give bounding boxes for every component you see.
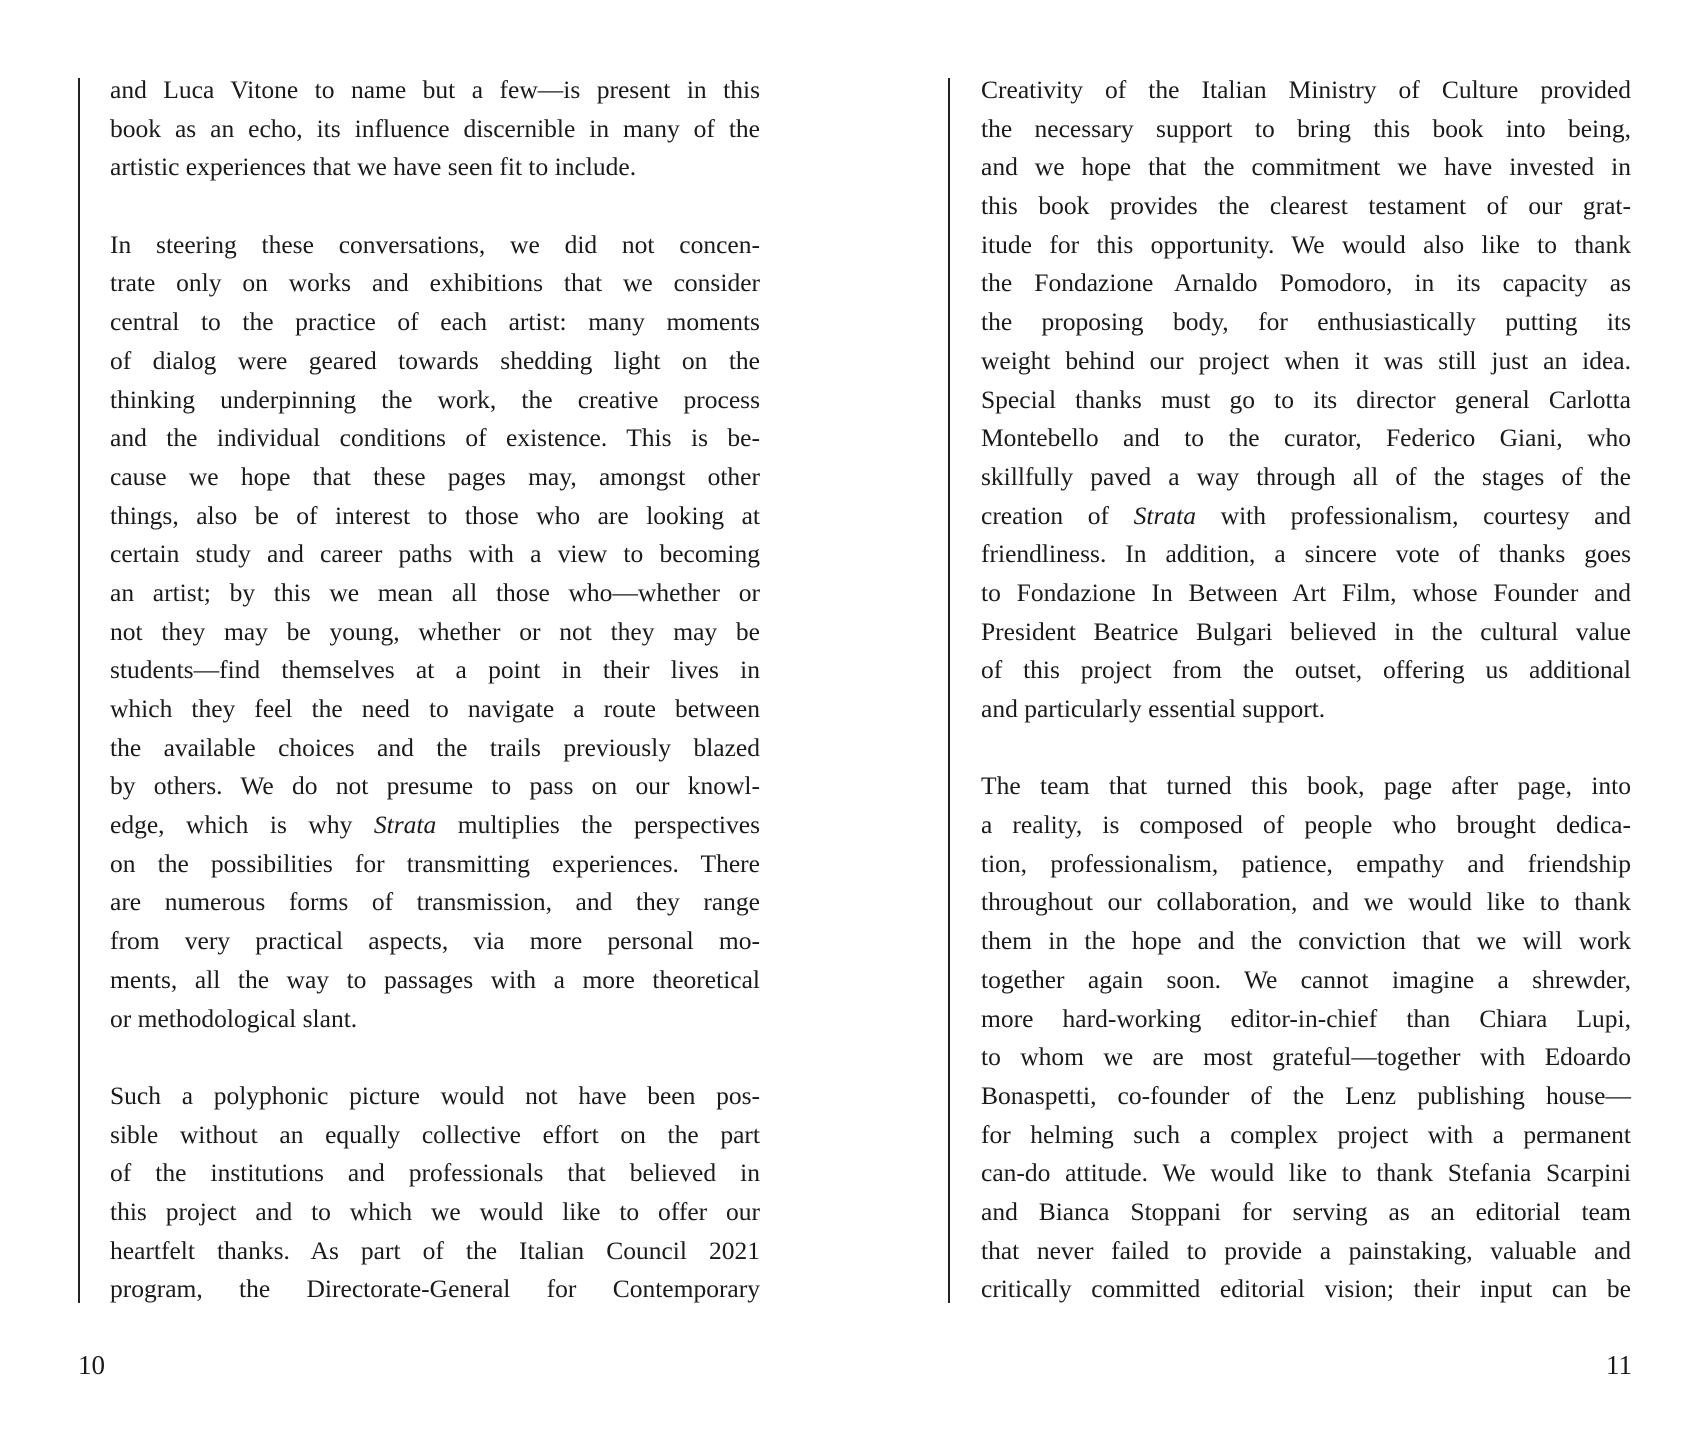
text-line: for helming such a complex project with a permanent	[981, 1119, 1631, 1149]
right-page-text-column	[981, 71, 1631, 1309]
text-line: President Beatrice Bulgari believed in the cultural value	[981, 616, 1631, 646]
paragraph-gap	[110, 1038, 760, 1077]
text-line: of the institutions and professionals that believed in	[110, 1158, 760, 1188]
text-line: the proposing body, for enthusiastically putting its	[981, 307, 1631, 337]
text-line: students—find themselves at a point in their lives in	[110, 655, 760, 685]
text-line: thinking underpinning the work, the creative process	[110, 384, 760, 414]
text-line: on the possibilities for transmitting experiences. There	[110, 848, 760, 878]
text-line: Montebello and to the curator, Federico Giani, who	[981, 423, 1631, 453]
text-line: cause we hope that these pages may, amongst other	[110, 461, 760, 491]
text-line: the Fondazione Arnaldo Pomodoro, in its capacity as	[981, 268, 1631, 298]
text-line: and the individual conditions of existence. This is be-	[110, 423, 760, 453]
text-line: of dialog were geared towards shedding light on the	[110, 345, 760, 375]
paragraph-gap	[981, 729, 1631, 768]
page-number-left: 10	[78, 1350, 105, 1380]
text-line: critically committed editorial vision; their input can be	[981, 1274, 1631, 1304]
text-line: from very practical aspects, via more personal mo-	[110, 926, 760, 956]
text-line: to Fondazione In Between Art Film, whose Founder and	[981, 577, 1631, 607]
text-line: the necessary support to bring this book into being,	[981, 113, 1631, 143]
text-line: friendliness. In addition, a sincere vote of thanks goes	[981, 539, 1631, 569]
text-line: can-do attitude. We would like to thank Stefania Scarpini	[981, 1158, 1631, 1188]
text-line: skillfully paved a way through all of the stages of the	[981, 461, 1631, 491]
text-line: together again soon. We cannot imagine a shrewder,	[981, 964, 1631, 994]
text-line: and Bianca Stoppani for serving as an editorial team	[981, 1196, 1631, 1226]
text-segment: edge, which is why	[110, 810, 374, 840]
text-line: artistic experiences that we have seen fit to include.	[110, 152, 637, 182]
text-line: Special thanks must go to its director general Carlotta	[981, 384, 1631, 414]
text-line: throughout our collaboration, and we would like to thank	[981, 887, 1631, 917]
text-line: them in the hope and the conviction that we will work	[981, 926, 1631, 956]
text-line: and we hope that the commitment we have invested in	[981, 152, 1631, 182]
text-line: which they feel the need to navigate a route between	[110, 694, 760, 723]
text-line: a reality, is composed of people who brought dedica-	[981, 810, 1631, 840]
paragraph-gap	[110, 187, 760, 226]
text-line: The team that turned this book, page after page, into	[981, 771, 1631, 801]
italic-title: Strata	[1133, 500, 1196, 530]
text-line: more hard-working editor-in-chief than Chiara Lupi,	[981, 1003, 1631, 1033]
text-line: weight behind our project when it was still just an idea.	[981, 345, 1631, 375]
text-line: to whom we are most grateful—together with Edoardo	[981, 1042, 1631, 1072]
text-line: and particularly essential support.	[981, 694, 1326, 723]
text-line: Bonaspetti, co-founder of the Lenz publishing house—	[981, 1080, 1631, 1110]
text-line	[981, 497, 1631, 536]
text-line: sible without an equally collective effort on the part	[110, 1119, 760, 1149]
text-segment: creation of	[981, 500, 1134, 530]
italic-title: Strata	[373, 810, 437, 840]
text-line	[110, 806, 760, 845]
text-line: this project and to which we would like to offer our	[110, 1196, 760, 1226]
text-line: ments, all the way to passages with a more theoretical	[110, 964, 760, 994]
text-line: of this project from the outset, offering us additional	[981, 655, 1631, 685]
text-line: certain study and career paths with a view to becoming	[110, 539, 760, 569]
text-segment: with professionalism, courtesy and	[1196, 500, 1631, 530]
text-line: the available choices and the trails previously blazed	[110, 732, 760, 762]
text-line: that never failed to provide a painstaking, valuable and	[981, 1235, 1631, 1265]
text-line: tion, professionalism, patience, empathy and friendship	[981, 848, 1631, 878]
page-number-right: 11	[1606, 1350, 1632, 1380]
text-line: or methodological slant.	[110, 1003, 358, 1033]
text-line: itude for this opportunity. We would also like to thank	[981, 229, 1631, 259]
text-line: Creativity of the Italian Ministry of Culture provided	[981, 75, 1631, 104]
text-line: heartfelt thanks. As part of the Italian Council 2021	[110, 1235, 760, 1265]
text-line: book as an echo, its influence discernible in many of the	[110, 113, 760, 143]
text-segment: multiplies the perspectives	[436, 810, 760, 840]
text-line: and Luca Vitone to name but a few—is present in this	[110, 75, 760, 104]
text-line: by others. We do not presume to pass on our knowl-	[110, 771, 760, 801]
text-line: central to the practice of each artist: many moments	[110, 307, 760, 337]
left-page-text-column	[110, 71, 760, 1309]
text-line: trate only on works and exhibitions that we consider	[110, 268, 760, 298]
right-margin-rule	[948, 78, 950, 1303]
text-line: not they may be young, whether or not they may be	[110, 616, 760, 646]
text-line: In steering these conversations, we did not concen-	[110, 229, 760, 259]
text-line: an artist; by this we mean all those who—whether or	[110, 577, 760, 607]
text-line: things, also be of interest to those who are looking at	[110, 500, 760, 530]
text-line: program, the Directorate-General for Contemporary	[110, 1274, 760, 1304]
text-line: are numerous forms of transmission, and they range	[110, 887, 760, 917]
text-line: Such a polyphonic picture would not have been pos-	[110, 1080, 760, 1110]
text-line: this book provides the clearest testament of our grat-	[981, 191, 1631, 221]
left-margin-rule	[78, 78, 80, 1303]
